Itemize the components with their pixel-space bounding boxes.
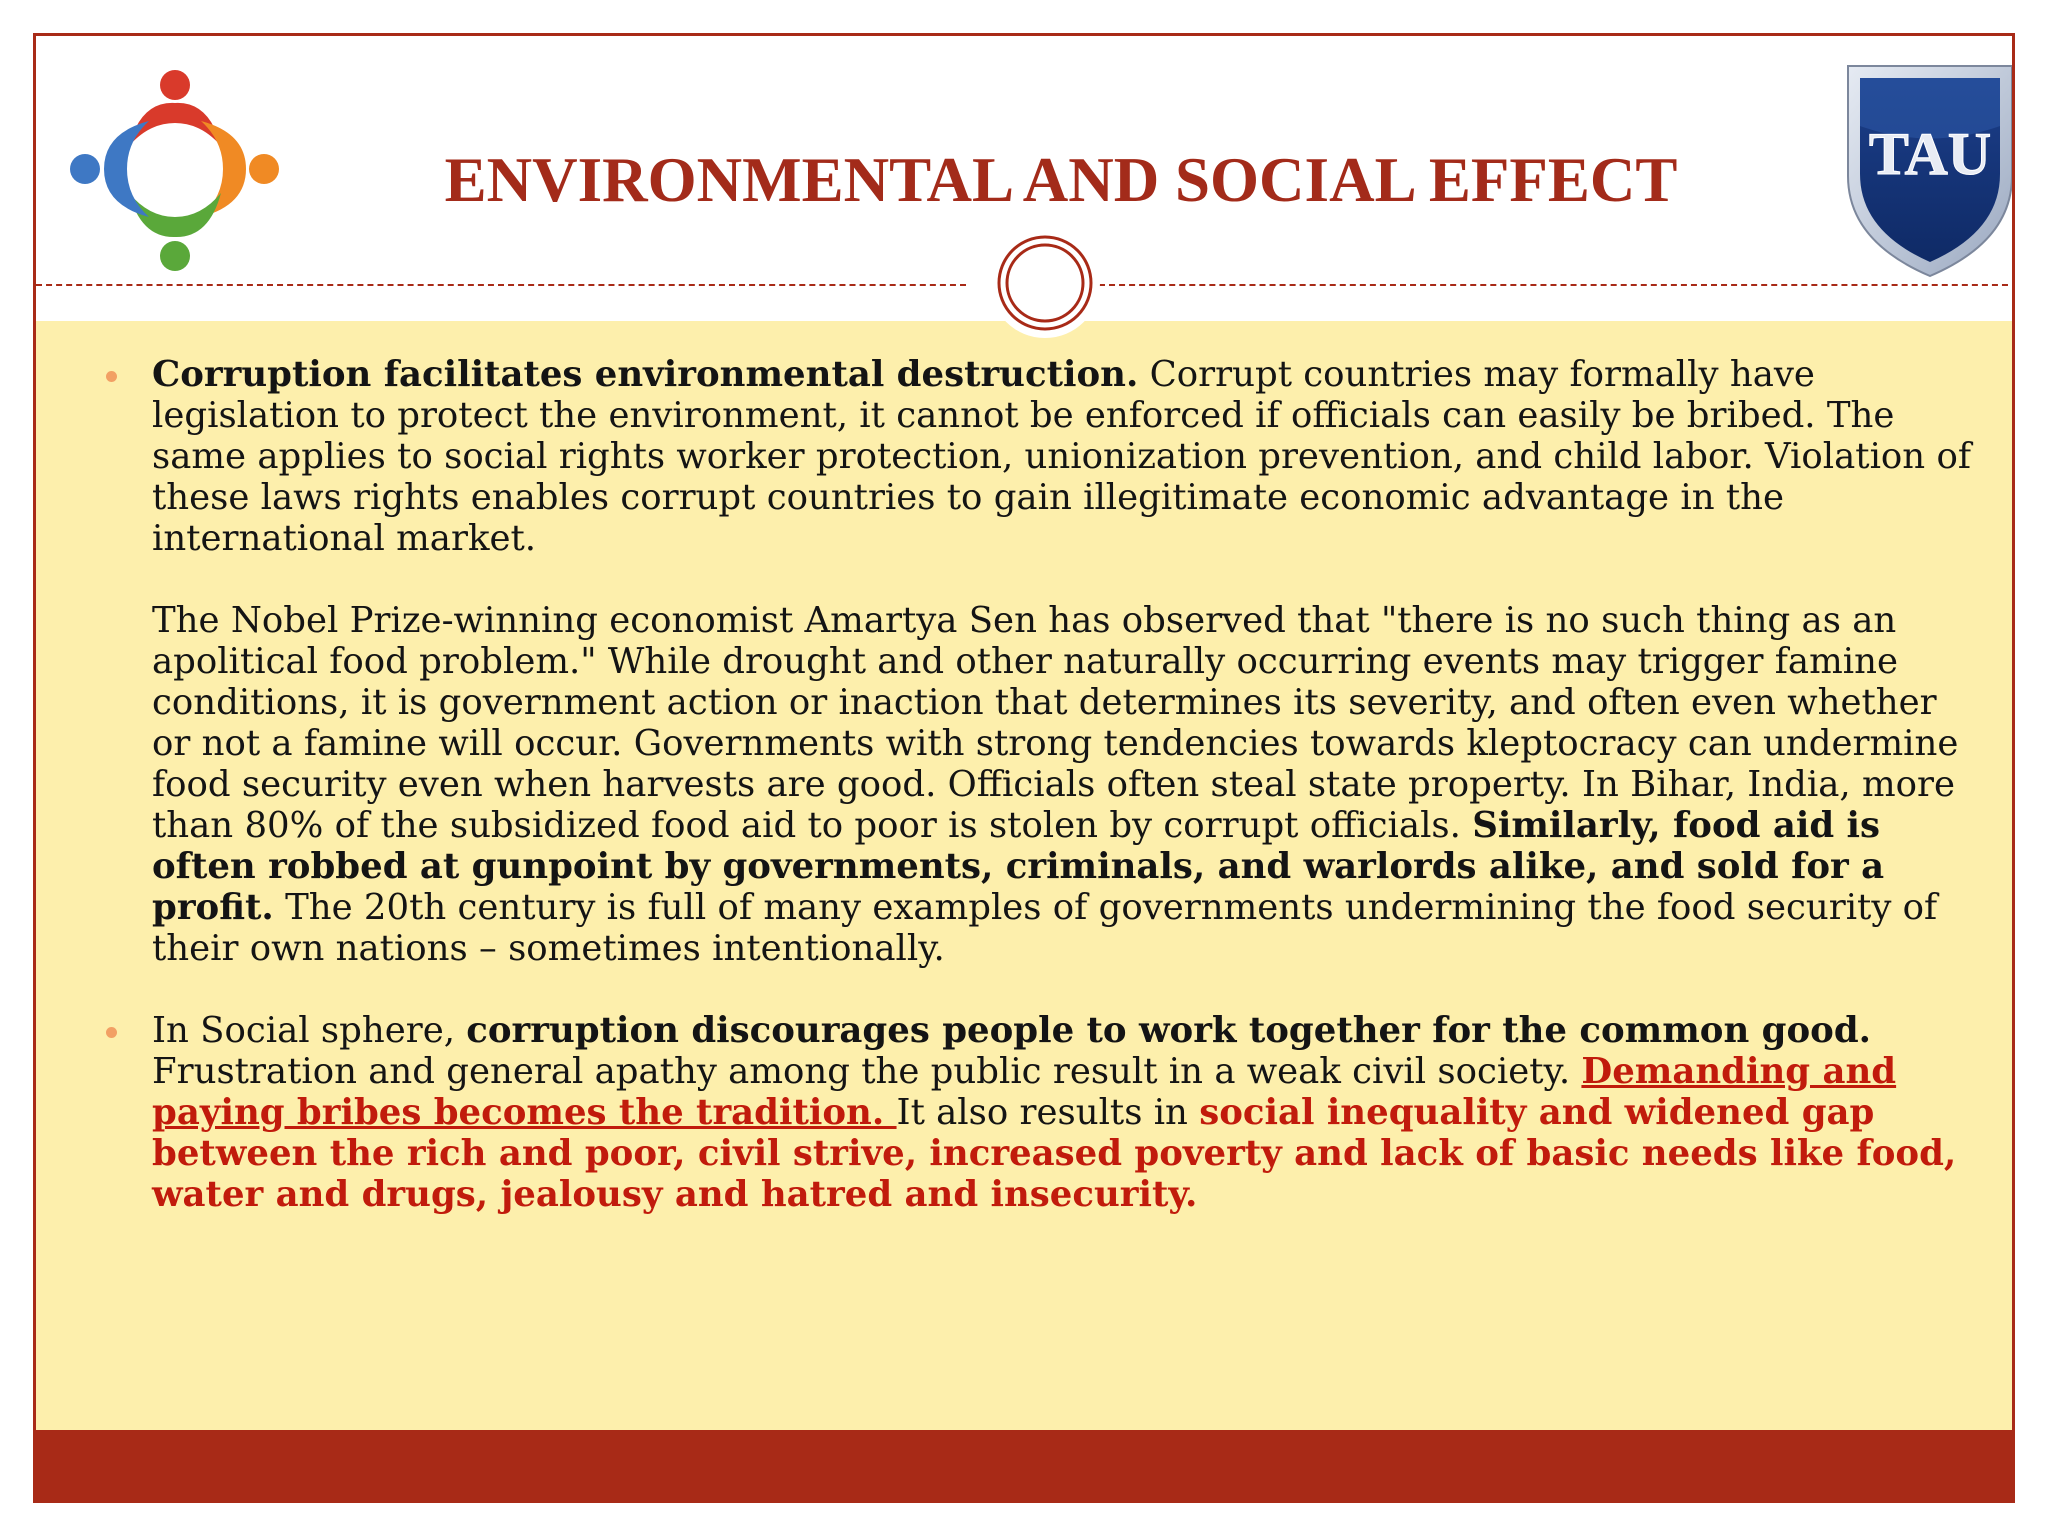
environment-heading: Corruption facilitates environmental destruction. (152, 354, 1139, 395)
tau-logo-text: TAU (1868, 121, 1992, 187)
food-aid-bold-text: Similarly, food aid is often robbed at gunpoint by governments, criminals, and warlords alike, and sold for a profit. (152, 805, 1885, 928)
paragraph-social (152, 1010, 1982, 1215)
bribes-tradition-text: Demanding and paying bribes becomes the tradition. (152, 1051, 1897, 1133)
people-circle-logo-icon (51, 51, 281, 281)
social-connector: It also results in (896, 1092, 1200, 1133)
social-effects-text: social inequality and widened gap between the rich and poor, civil strive, increased poverty and lack of basic needs like food, water and drugs, jealousy and hatred and insecurity. (152, 1092, 1957, 1215)
social-bold-text: corruption discourages people to work together for the common good. (466, 1010, 1871, 1051)
bullet-icon (106, 1027, 117, 1038)
bullet-icon (106, 371, 117, 382)
paragraph-environment (152, 354, 1982, 559)
footer-band (36, 1430, 2012, 1500)
social-intro: In Social sphere, (152, 1010, 467, 1051)
slide-body (152, 354, 1982, 1215)
slide-title: ENVIRONMENTAL AND SOCIAL EFFECT (444, 145, 1678, 215)
header-divider-left (36, 284, 966, 286)
social-text: Frustration and general apathy among the public result in a weak civil society. (152, 1051, 1582, 1092)
divider-ring-icon (990, 228, 1100, 338)
food-security-tail: The 20th century is full of many examples of governments undermining the food security of their own nations – sometimes intentionally. (152, 887, 1938, 969)
tau-shield-logo-icon (1840, 56, 2015, 281)
environment-text: Corrupt countries may formally have legislation to protect the environment, it cannot be enforced if officials can easily be bribed. The same applies to social rights worker protection, unionization prevention, and child labor. Violation of these laws rights enables corrupt countries to gain illegitimate economic advantage in the international market. (152, 354, 1971, 559)
header-divider-right (1099, 284, 2015, 286)
slide-frame (33, 33, 2015, 1503)
food-security-text: The Nobel Prize-winning economist Amartya Sen has observed that "there is no such thing as an apolitical food problem." While drought and other naturally occurring events may trigger famine conditions, it is government action or inaction that determines its severity, and often even whether or not a famine will occur. Governments with strong tendencies towards kleptocracy can undermine food security even when harvests are good. Officials often steal state property. In Bihar, India, more than 80% of the subsidized food aid to poor is stolen by corrupt officials. (152, 600, 1959, 846)
paragraph-food-security (152, 600, 1982, 969)
